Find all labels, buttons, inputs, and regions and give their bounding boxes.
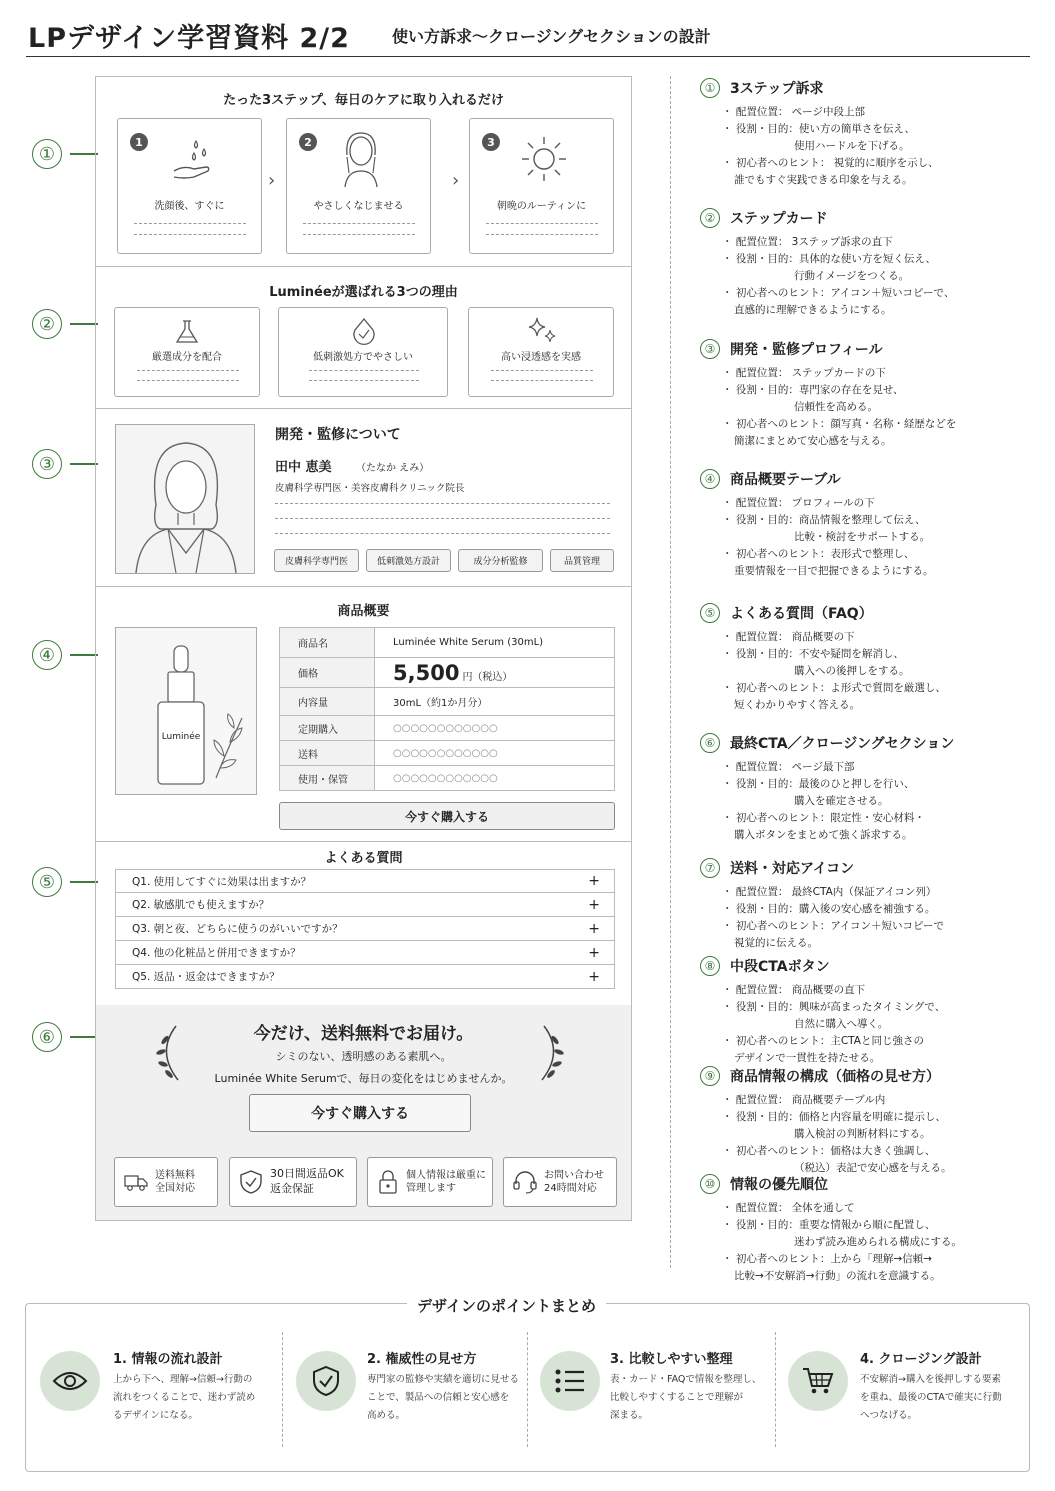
note-line: ・ 配置位置： 商品概要の下 <box>722 631 855 643</box>
note-line: ・ 配置位置： 商品概要の直下 <box>722 984 866 996</box>
summary-divider <box>527 1332 528 1447</box>
placeholder-line <box>137 370 239 371</box>
spec-value: ○○○○○○○○○○○○ <box>375 741 615 766</box>
note-heading <box>700 956 830 976</box>
note-line: 自然に購入へ導く。 <box>794 1018 889 1030</box>
cta-copy-line1: シミのない、透明感のある素肌へ。 <box>275 1050 452 1063</box>
note-body <box>722 234 954 319</box>
note-line: 比較・検討をサポートする。 <box>794 531 931 543</box>
faq-question: Q1. 使用してすぐに効果は出ますか？ <box>132 875 312 888</box>
note-line: ・ 初心者へのヒント：表形式で整理し、 <box>722 548 915 560</box>
note-line: 購入を確定させる。 <box>794 795 889 807</box>
placeholder-line <box>137 380 239 381</box>
placeholder-line <box>275 503 610 504</box>
header-divider <box>26 56 1030 57</box>
note-line: 迷わず読み進められる構成にする。 <box>794 1236 962 1248</box>
summary-item-text: 不安解消→購入を後押しする要素 を重ね、最後のCTAで確実に行動 へつなげる。 <box>860 1374 1002 1421</box>
spec-value: ○○○○○○○○○○○○ <box>375 766 615 791</box>
table-row <box>280 741 615 766</box>
price-cell <box>375 658 615 688</box>
faq-item[interactable] <box>115 965 615 989</box>
section-divider <box>95 841 632 842</box>
note-line: 誰でもすぐ実践できる印象を与える。 <box>734 174 913 186</box>
note-line: ・ 役割・目的：不安や疑問を解消し、 <box>722 648 904 660</box>
placeholder-line <box>275 518 610 519</box>
credential-tag: 成分分析監修 <box>458 549 543 572</box>
badge-line: 24時間対応 <box>544 1183 597 1194</box>
credential-tag: 低刺激処方設計 <box>366 549 451 572</box>
drop-icon <box>350 316 378 346</box>
note-title: 最終CTA／クロージングセクション <box>730 736 955 752</box>
note-line: ・ 役割・目的：興味が高まったタイミングで、 <box>722 1001 946 1013</box>
section-marker-5: ⑤ <box>32 867 62 897</box>
product-title: 商品概要 <box>337 604 390 619</box>
note-title: 3ステップ訴求 <box>730 81 824 97</box>
step-number: 2 <box>299 133 317 151</box>
step-label: 朝晩のルーティンに <box>496 201 587 212</box>
marker-connector <box>70 881 98 883</box>
note-number: ⑥ <box>700 733 720 753</box>
step-card-1 <box>117 118 262 254</box>
cart-icon <box>801 1366 835 1396</box>
badge-text <box>406 1169 486 1196</box>
badge-line: 管理します <box>406 1183 456 1194</box>
section-divider <box>95 266 632 267</box>
flask-icon <box>173 318 201 346</box>
step-card-3 <box>469 118 614 254</box>
faq-item[interactable] <box>115 869 615 893</box>
shield-check-icon <box>311 1365 341 1397</box>
note-body <box>722 1092 952 1177</box>
note-body <box>722 365 956 450</box>
summary-item-title: 3. 比較しやすい整理 <box>610 1352 733 1367</box>
summary-item-text: 専門家の監修や実績を適切に見せる ことで、製品への信頼と安心感を 高める。 <box>367 1374 520 1421</box>
note-line: ・ 配置位置： ページ中段上部 <box>722 106 865 118</box>
section-marker-3: ③ <box>32 449 62 479</box>
column-divider <box>670 76 671 1268</box>
badge-line: 30日間返品OK <box>270 1167 344 1181</box>
supervisor-role: 皮膚科学専門医・美容皮膚科クリニック院長 <box>275 483 465 494</box>
sparkle-icon <box>525 316 559 346</box>
badge-line: 返金保証 <box>270 1182 314 1195</box>
lock-icon <box>376 1169 400 1195</box>
summary-icon-circle <box>40 1351 100 1411</box>
summary-item-title: 4. クロージング設計 <box>860 1352 982 1367</box>
spec-key: 価格 <box>280 658 375 688</box>
placeholder-line <box>486 223 598 224</box>
placeholder-line <box>491 370 593 371</box>
note-line: ・ 役割・目的：最後のひと押しを行い、 <box>722 778 915 790</box>
sun-icon <box>520 135 568 183</box>
note-title: 中段CTAボタン <box>730 959 830 975</box>
summary-item-title: 2. 権威性の見せ方 <box>367 1352 477 1367</box>
note-title: ステップカード <box>730 211 828 227</box>
note-title: 商品概要テーブル <box>730 472 841 488</box>
spec-key: 内容量 <box>280 688 375 716</box>
placeholder-line <box>134 223 246 224</box>
note-title: 送料・対応アイコン <box>730 861 855 877</box>
note-number: ① <box>700 78 720 98</box>
note-title: 商品情報の構成（価格の見せ方） <box>730 1069 940 1085</box>
reason-label: 高い浸透感を実感 <box>501 352 581 363</box>
note-line: 購入への後押しをする。 <box>794 665 910 677</box>
note-number: ⑨ <box>700 1066 720 1086</box>
placeholder-line <box>309 370 419 371</box>
reasons-title: Luminéeが選ばれる3つの理由 <box>269 285 458 300</box>
badge-free-shipping <box>114 1157 218 1207</box>
note-heading <box>700 469 841 489</box>
badge-line: お問い合わせ <box>544 1169 604 1181</box>
final-cta-buy-button[interactable]: 今すぐ購入する <box>249 1094 471 1132</box>
note-body <box>722 495 934 580</box>
note-line: ・ 役割・目的：具体的な使い方を短く伝え、 <box>722 253 936 265</box>
note-heading <box>700 78 823 98</box>
note-line: ・ 役割・目的：重要な情報から順に配置し、 <box>722 1219 936 1231</box>
note-line: 視覚的に伝える。 <box>734 937 818 949</box>
note-heading <box>700 1174 828 1194</box>
note-title: よくある質問（FAQ） <box>730 606 873 622</box>
plus-icon[interactable]: + <box>588 873 600 889</box>
marker-connector <box>70 654 98 656</box>
step-label: 洗顔後、すぐに <box>154 201 225 212</box>
badge-text <box>270 1167 344 1197</box>
reason-card-3 <box>468 307 614 397</box>
marker-connector <box>70 1036 98 1038</box>
marker-connector <box>70 463 98 465</box>
summary-item-text: 上から下へ、理解→信頼→行動の 流れをつくることで、迷わず読め るデザインになる。 <box>113 1374 256 1421</box>
table-row <box>280 628 615 658</box>
placeholder-line <box>134 234 246 235</box>
table-row <box>280 658 615 688</box>
plus-icon[interactable]: + <box>588 896 600 913</box>
section-marker-6: ⑥ <box>32 1022 62 1052</box>
badge-support <box>503 1157 617 1207</box>
note-line: ・ 役割・目的：購入後の安心感を補強する。 <box>722 903 936 915</box>
note-line: 重要情報を一目で把握できるようにする。 <box>734 565 934 577</box>
price-unit: 円（税込） <box>462 671 513 683</box>
badge-line: 全国対応 <box>155 1183 195 1194</box>
table-row <box>280 766 615 791</box>
chevron-right-icon: › <box>268 170 276 191</box>
section-divider <box>95 408 632 409</box>
note-heading <box>700 858 854 878</box>
note-heading <box>700 339 883 359</box>
note-line: （税込）表記で安心感を与える。 <box>794 1162 952 1174</box>
note-line: ・ 役割・目的：使い方の簡単さを伝え、 <box>722 123 915 135</box>
spec-key: 送料 <box>280 741 375 766</box>
summary-icon-circle <box>788 1351 848 1411</box>
note-line: ・ 役割・目的：商品情報を整理して伝え、 <box>722 514 926 526</box>
note-title: 情報の優先順位 <box>730 1177 828 1193</box>
note-number: ② <box>700 208 720 228</box>
faq-question: Q4. 他の化粧品と併用できますか？ <box>132 947 301 959</box>
section-divider <box>95 586 632 587</box>
page-title: LPデザイン学習資料 2/2 <box>28 23 350 54</box>
spec-key: 使用・保管 <box>280 766 375 791</box>
plus-icon[interactable]: + <box>588 968 600 985</box>
note-number: ⑦ <box>700 858 720 878</box>
note-line: 使用ハードルを下げる。 <box>794 140 910 152</box>
badge-text <box>155 1169 195 1196</box>
note-heading <box>700 603 873 623</box>
badge-return-guarantee <box>229 1157 357 1207</box>
supervisor-kana: （たなか えみ） <box>356 463 430 474</box>
note-line: ・ 初心者へのヒント：顔写真・名称・経歴などを <box>722 418 957 430</box>
note-number: ⑧ <box>700 956 720 976</box>
note-line: ・ 初心者へのヒント：上から「理解→信頼→ <box>722 1253 932 1265</box>
note-line: 信頼性を高める。 <box>794 401 878 413</box>
summary-icon-circle <box>296 1351 356 1411</box>
note-line: ・ 配置位置： 全体を通して <box>722 1202 855 1214</box>
step-number: 3 <box>482 133 500 151</box>
table-row <box>280 688 615 716</box>
faq-title: よくある質問 <box>324 851 403 866</box>
product-image <box>115 627 257 795</box>
note-line: ・ 役割・目的：専門家の存在を見せ、 <box>722 384 904 396</box>
summary-divider <box>282 1332 283 1447</box>
note-body <box>722 759 925 844</box>
placeholder-line <box>303 234 415 235</box>
chevron-right-icon: › <box>452 170 460 191</box>
note-line: ・ 配置位置： 3ステップ訴求の直下 <box>722 236 893 248</box>
doctor-portrait-icon <box>116 425 254 573</box>
badge-privacy <box>367 1157 493 1207</box>
note-number: ④ <box>700 469 720 489</box>
price-value: 5,500 <box>393 660 460 685</box>
summary-icon-circle <box>540 1351 600 1411</box>
profile-heading: 開発・監修について <box>275 427 401 443</box>
product-spec-table <box>279 627 615 791</box>
note-heading <box>700 1066 940 1086</box>
note-line: 購入検討の判断材料にする。 <box>794 1128 931 1140</box>
spec-value: Luminée White Serum (30mL) <box>375 628 615 658</box>
placeholder-line <box>486 234 598 235</box>
note-line: ・ 配置位置： 商品概要テーブル内 <box>722 1094 886 1106</box>
marker-connector <box>70 153 98 155</box>
reason-card-2 <box>278 307 448 397</box>
note-body <box>722 1200 962 1285</box>
note-line: ・ 初心者へのヒント：アイコン＋短いコピーで <box>722 920 945 932</box>
section-marker-2: ② <box>32 309 62 339</box>
step-number: 1 <box>130 133 148 151</box>
plus-icon[interactable]: + <box>588 920 600 937</box>
note-number: ③ <box>700 339 720 359</box>
section-marker-1: ① <box>32 139 62 169</box>
summary-divider <box>775 1332 776 1447</box>
note-line: 購入ボタンをまとめて強く訴求する。 <box>734 829 913 841</box>
reason-label: 厳選成分を配合 <box>152 352 222 363</box>
mid-cta-buy-button[interactable]: 今すぐ購入する <box>279 802 615 830</box>
note-heading <box>700 733 954 753</box>
faq-item[interactable] <box>115 941 615 965</box>
badge-text <box>544 1169 604 1196</box>
marker-connector <box>70 323 98 325</box>
page-subtitle: 使い方訴求〜クロージングセクションの設計 <box>392 27 711 46</box>
note-line: 短くわかりやすく答える。 <box>734 699 860 711</box>
shield-check-icon <box>238 1169 264 1195</box>
cta-headline: 今だけ、送料無料でお届け。 <box>253 1024 474 1044</box>
badge-line: 送料無料 <box>155 1169 195 1181</box>
summary-item-title: 1. 情報の流れ設計 <box>113 1352 223 1367</box>
reason-label: 低刺激処方でやさしい <box>313 352 413 363</box>
note-line: ・ 配置位置： ステップカードの下 <box>722 367 886 379</box>
section-marker-4: ④ <box>32 640 62 670</box>
step-card-2 <box>286 118 431 254</box>
note-title: 開発・監修プロフィール <box>730 342 883 358</box>
note-number: ⑩ <box>700 1174 720 1194</box>
spec-key: 商品名 <box>280 628 375 658</box>
note-body <box>722 982 945 1067</box>
note-body <box>722 104 939 189</box>
cta-copy-line2: Luminée White Serumで、毎日の変化をはじめませんか。 <box>214 1072 513 1085</box>
note-line: ・ 初心者へのヒント： 視覚的に順序を示し、 <box>722 157 939 169</box>
reason-card-1 <box>114 307 260 397</box>
spec-key: 定期購入 <box>280 716 375 741</box>
table-row <box>280 716 615 741</box>
serum-bottle-icon <box>116 628 256 794</box>
note-body <box>722 884 944 952</box>
note-line: ・ 配置位置： ページ最下部 <box>722 761 855 773</box>
note-line: ・ 初心者へのヒント：限定性・安心材料・ <box>722 812 925 824</box>
note-heading <box>700 208 828 228</box>
summary-title: デザインのポイントまとめ <box>407 1295 606 1316</box>
faq-question: Q5. 返品・返金はできますか？ <box>132 971 280 983</box>
faq-question: Q3. 朝と夜、どちらに使うのがいいですか？ <box>132 923 343 935</box>
faq-question: Q2. 敏感肌でも使えますか？ <box>132 899 270 911</box>
list-icon <box>554 1368 586 1394</box>
note-line: ・ 配置位置： 最終CTA内（保証アイコン列） <box>722 886 937 898</box>
note-line: 直感的に理解できるようにする。 <box>734 304 892 316</box>
supervisor-photo <box>115 424 255 574</box>
note-line: ・ 役割・目的：価格と内容量を明確に提示し、 <box>722 1111 946 1123</box>
note-line: 行動イメージをつくる。 <box>794 270 910 282</box>
note-line: ・ 初心者へのヒント：主CTAと同じ強さの <box>722 1035 924 1047</box>
headset-icon <box>512 1169 538 1195</box>
woman-face-icon <box>333 127 389 189</box>
supervisor-name: 田中 恵美 <box>275 460 332 475</box>
hand-drops-icon <box>166 133 218 185</box>
credential-tag: 皮膚科学専門医 <box>274 549 359 572</box>
badge-line: 個人情報は厳重に <box>406 1169 486 1181</box>
note-body <box>722 629 946 714</box>
placeholder-line <box>309 380 419 381</box>
placeholder-line <box>275 533 610 534</box>
plus-icon[interactable]: + <box>588 944 600 961</box>
credential-tag: 品質管理 <box>550 549 614 572</box>
faq-item[interactable] <box>115 893 615 917</box>
spec-value: ○○○○○○○○○○○○ <box>375 716 615 741</box>
faq-item[interactable] <box>115 917 615 941</box>
step-label: やさしくなじませる <box>313 201 404 212</box>
eye-icon <box>52 1369 88 1393</box>
note-line: デザインで一貫性を持たせる。 <box>734 1052 881 1064</box>
note-line: ・ 配置位置： プロフィールの下 <box>722 497 875 509</box>
note-line: 簡潔にまとめて安心感を与える。 <box>734 435 892 447</box>
bottle-label: Luminée <box>161 732 201 742</box>
note-line: ・ 初心者へのヒント：よ形式で質問を厳選し、 <box>722 682 946 694</box>
note-line: ・ 初心者へのヒント：アイコン＋短いコピーで、 <box>722 287 955 299</box>
placeholder-line <box>491 380 593 381</box>
spec-value: 30mL（約1か月分） <box>375 688 615 716</box>
placeholder-line <box>303 223 415 224</box>
truck-icon <box>123 1171 149 1193</box>
note-line: 比較→不安解消→行動」の流れを意識する。 <box>734 1270 941 1282</box>
note-number: ⑤ <box>700 603 720 623</box>
note-line: ・ 初心者へのヒント：価格は大きく強調し、 <box>722 1145 936 1157</box>
steps-title: たった3ステップ、毎日のケアに取り入れるだけ <box>223 93 504 108</box>
summary-item-text: 表・カード・FAQで情報を整理し、 比較しやすくすることで理解が 深まる。 <box>610 1374 762 1421</box>
